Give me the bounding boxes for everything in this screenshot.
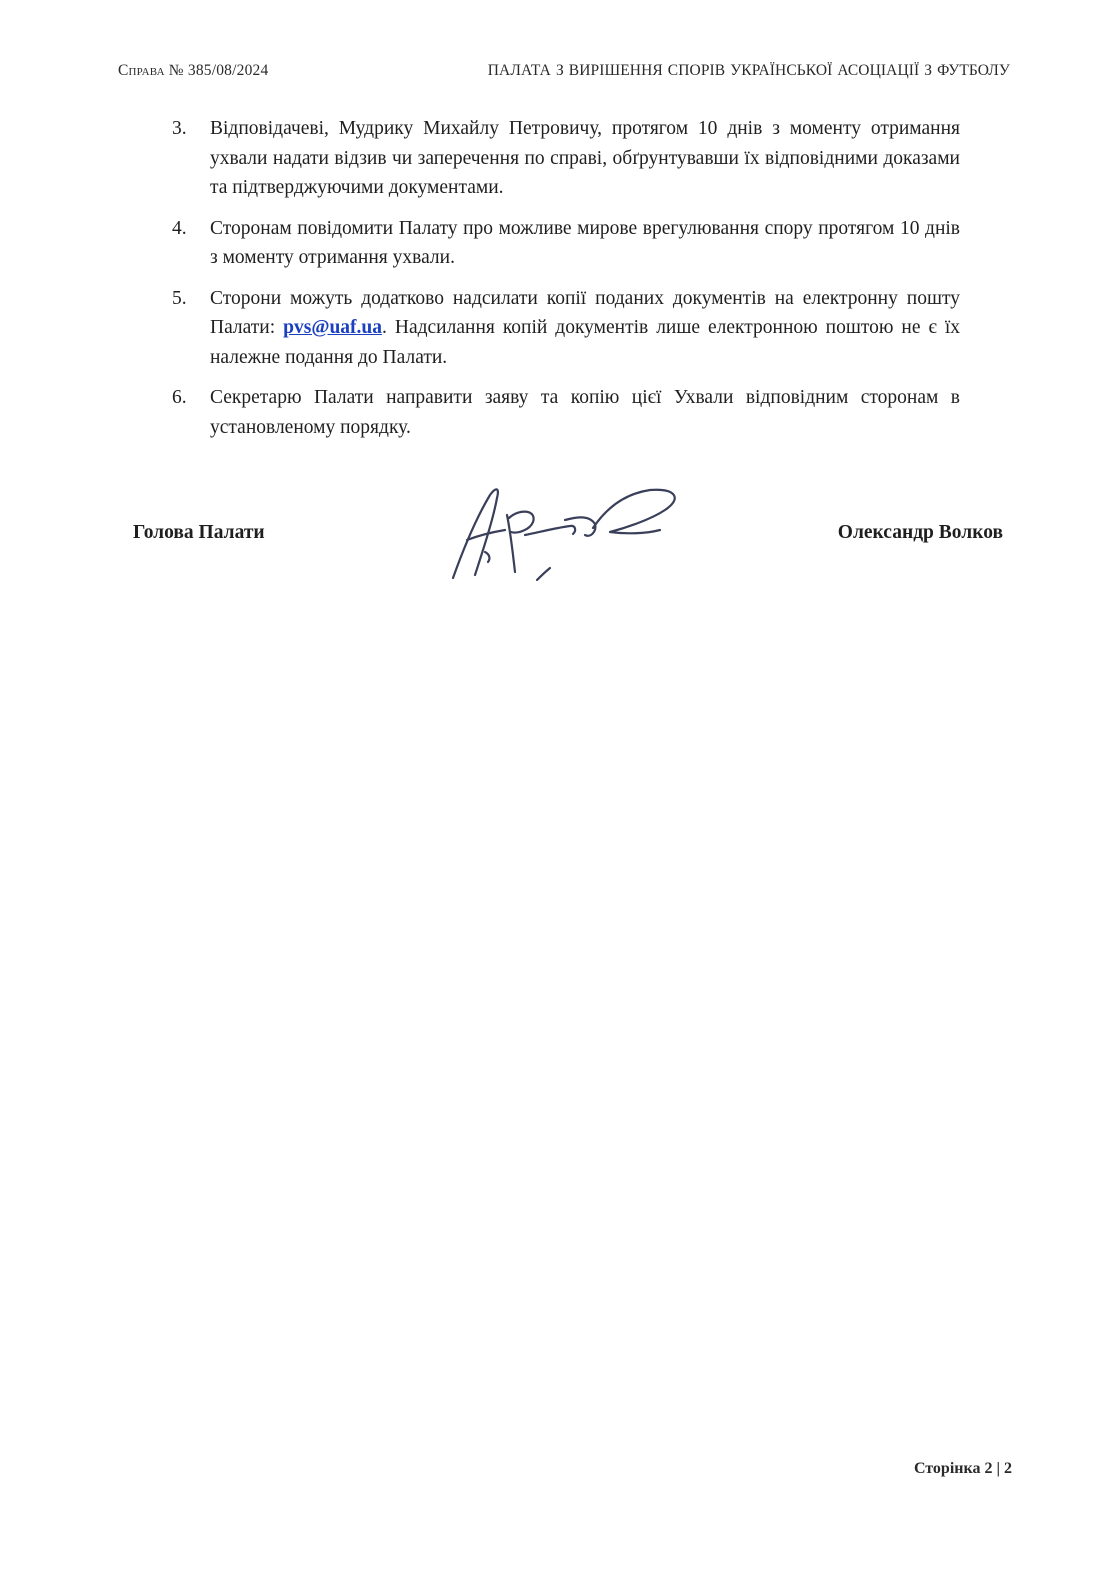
list-item xyxy=(172,383,960,442)
list-item xyxy=(172,114,960,203)
signatory-name: Олександр Волков xyxy=(837,522,1003,543)
item-text: Відповідачеві, Мудрику Михайлу Петровичу, протягом 10 днів з моменту отримання ухвали надати відзив чи заперечення по справі, обґрунтувавши їх відповідними доказами та підтверджуючими документами. xyxy=(210,118,960,198)
item-text: Сторонам повідомити Палату про можливе мирове врегулювання спору протягом 10 днів з моменту отримання ухвали. xyxy=(210,217,960,268)
case-number: Справа № 385/08/2024 xyxy=(118,62,269,79)
chamber-name: ПАЛАТА З ВИРІШЕННЯ СПОРІВ УКРАЇНСЬКОЇ АСОЦІАЦІЇ З ФУТБОЛУ xyxy=(487,62,1010,79)
page-header xyxy=(118,62,1010,84)
handwritten-signature xyxy=(445,480,695,590)
item-text xyxy=(210,284,960,373)
item-number: 3. xyxy=(172,118,187,139)
signatory-title: Голова Палати xyxy=(133,522,265,543)
item-text-before: Сторони можуть додатково надсилати копії поданих документів на електронну пошту Палати: xyxy=(210,287,960,338)
list-item xyxy=(172,284,960,373)
email-link[interactable]: pvs@uaf.ua xyxy=(283,317,383,338)
list-item xyxy=(172,214,960,273)
item-text: Секретарю Палати направити заяву та копію цієї Ухвали відповідним сторонам в установленому порядку. xyxy=(210,387,960,438)
page-number: Сторінка 2 | 2 xyxy=(913,1460,1012,1477)
item-number: 4. xyxy=(172,217,187,239)
item-number: 5. xyxy=(172,287,187,309)
resolution-list xyxy=(172,114,960,453)
item-text-after: . Надсилання копій документів лише електронною поштою не є їх належне подання до Палати. xyxy=(210,317,960,368)
item-number: 6. xyxy=(172,387,187,408)
